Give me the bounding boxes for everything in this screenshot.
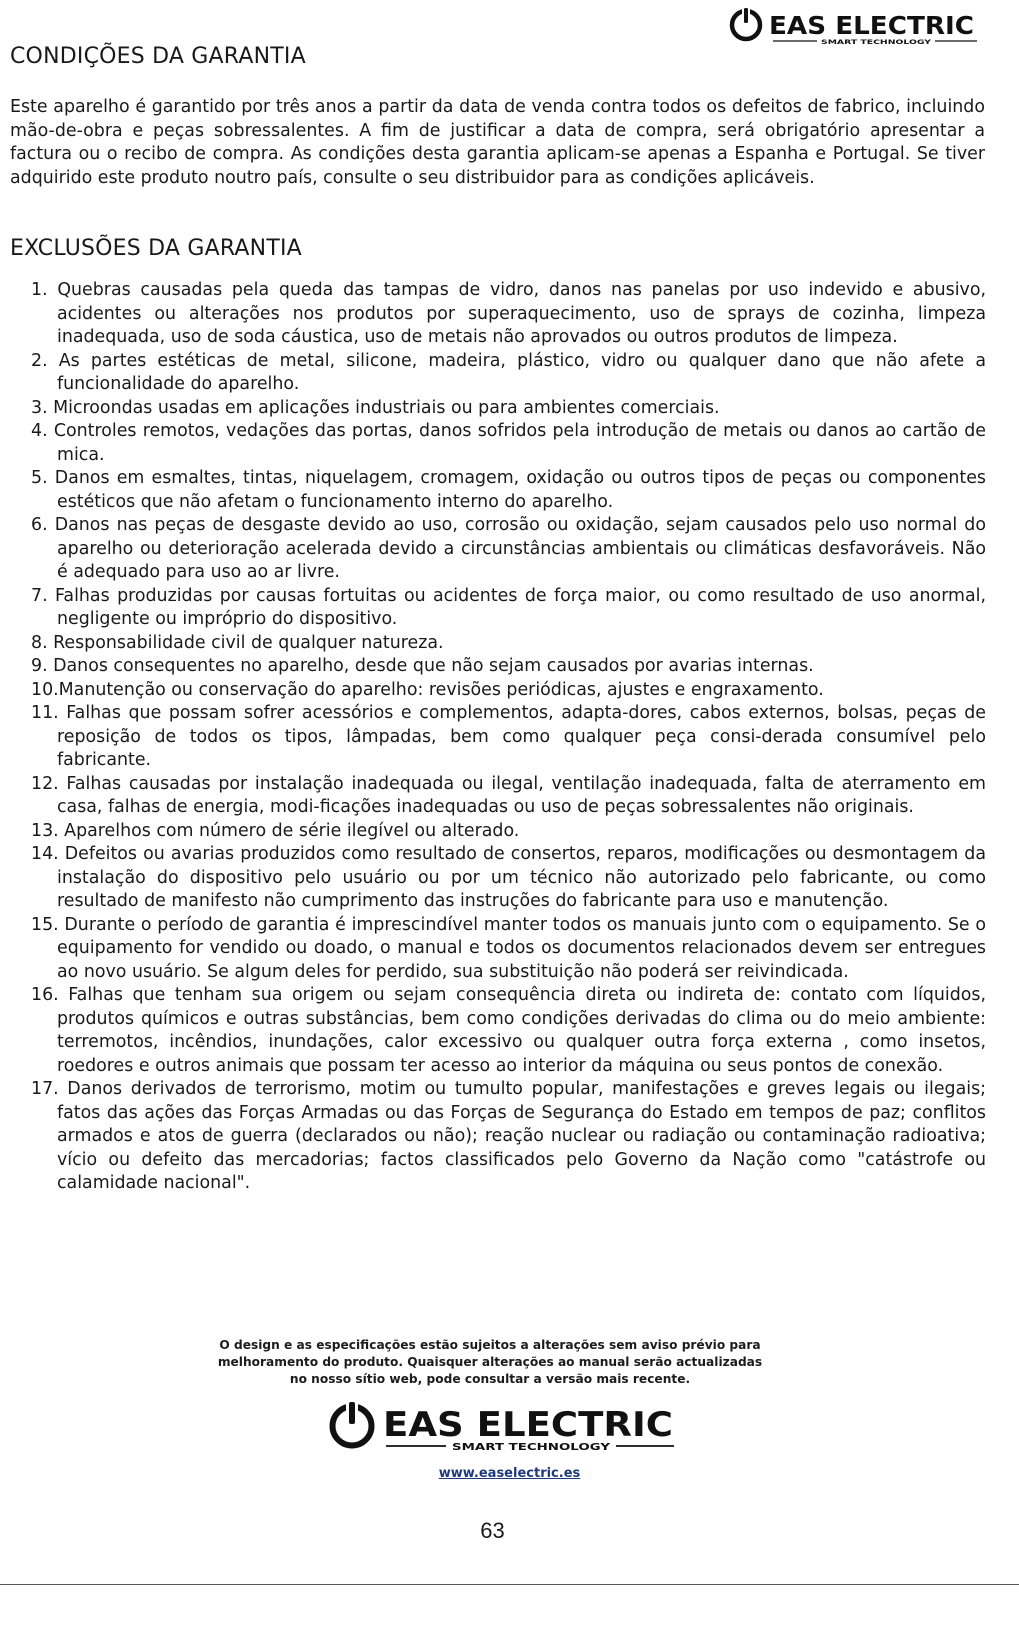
- brand-logo-footer: [328, 1400, 678, 1458]
- exclusion-item: 9. Danos consequentes no aparelho, desde que não sejam causados por avarias internas.: [31, 656, 814, 676]
- exclusions-title: EXCLUSÕES DA GARANTIA: [10, 236, 302, 261]
- disclaimer-line: no nosso sítio web, pode consultar a versão mais recente.: [289, 1372, 691, 1386]
- exclusions-list: [31, 279, 986, 1196]
- brand-name: EAS ELECTRIC: [383, 1405, 673, 1445]
- exclusion-item: 15. Durante o período de garantia é imprescindível manter todos os manuais junto com o equipamento. Se o equipamento for vendido ou doado, o manual e todos os documentos relacionados devem ser entregues ao novo usuário. Se algum deles for perdido, sua substituição não poderá ser reivindicada.: [31, 914, 986, 982]
- disclaimer-line: melhoramento do produto. Quaisquer alterações ao manual serão actualizadas: [217, 1355, 763, 1369]
- exclusion-item: 2. As partes estéticas de metal, silicone, madeira, plástico, vidro ou qualquer dano que não afete a funcionalidade do aparelho.: [31, 350, 986, 394]
- exclusion-item: 16. Falhas que tenham sua origem ou sejam consequência direta ou indireta de: contato com líquidos, produtos químicos e outras substâncias, bem como condições derivadas do clima ou do meio ambiente: terremotos, incêndios, inundações, calor excessivo ou qualquer outra força externa , como insetos, roedores e outros animais que possam ter acesso ao interior da máquina ou seus pontos de conexão.: [31, 985, 986, 1076]
- power-icon: [732, 8, 760, 39]
- exclusion-item: 8. Responsabilidade civil de qualquer natureza.: [31, 632, 444, 653]
- warranty-title: CONDIÇÕES DA GARANTIA: [10, 44, 306, 69]
- disclaimer-line: O design e as especificações estão sujeitos a alterações sem aviso prévio para: [219, 1338, 761, 1352]
- exclusion-item: 13. Aparelhos com número de série ilegível ou alterado.: [31, 820, 520, 841]
- exclusion-item: 6. Danos nas peças de desgaste devido ao uso, corrosão ou oxidação, sejam causados pelo uso normal do aparelho ou deterioração acelerada devido a circunstâncias ambientais ou climáticas desfavoráveis. Não é adequado para uso ao ar livre.: [31, 515, 986, 582]
- brand-name: EAS ELECTRIC: [769, 11, 974, 40]
- exclusion-item: 7. Falhas produzidas por causas fortuitas ou acidentes de força maior, ou como resultado de uso anormal, negligente ou impróprio do dispositivo.: [31, 585, 986, 629]
- exclusion-item: 1. Quebras causadas pela queda das tampas de vidro, danos nas panelas por uso indevido e abusivo, acidentes ou alterações nos produtos por superaquecimento, uso de sprays de cozinha, limpeza inadequada, uso de soda cáustica, uso de metais não aprovados ou outros produtos de limpeza.: [31, 280, 986, 347]
- exclusion-item: 4. Controles remotos, vedações das portas, danos sofridos pela introdução de metais ou danos ao cartão de mica.: [31, 421, 986, 465]
- brand-tagline: SMART TECHNOLOGY: [821, 38, 932, 46]
- disclaimer-note: [200, 1337, 780, 1388]
- exclusion-item: 11. Falhas que possam sofrer acessórios e complementos, adapta-dores, cabos externos, bolsas, peças de reposição de todos os tipos, lâmpadas, bem como qualquer peça consi-derada consumível pelo fabricante.: [31, 703, 986, 770]
- warranty-text: Este aparelho é garantido por três anos a partir da data de venda contra todos os defeitos de fabrico, incluindo mão-de-obra e peças sobressalentes. A fim de justificar a data de compra, será obrigatório apresentar a factura ou o recibo de compra. As condições desta garantia aplicam-se apenas a Espanha e Portugal. Se tiver adquirido este produto noutro país, consulte o seu distribuidor para as condições aplicáveis.: [10, 97, 985, 188]
- exclusion-item: 14. Defeitos ou avarias produzidos como resultado de consertos, reparos, modificações ou desmontagem da instalação do dispositivo pelo usuário ou por um técnico não autorizado pelo fabricante, ou como resultado de manifesto não cumprimento das instruções do fabricante para uso e manutenção.: [31, 844, 986, 911]
- exclusion-item: 3. Microondas usadas em aplicações industriais ou para ambientes comerciais.: [31, 397, 720, 418]
- brand-tagline: SMART TECHNOLOGY: [452, 1442, 611, 1453]
- bottom-divider: [0, 1584, 1019, 1585]
- website-link[interactable]: www.easelectric.es: [438, 1466, 581, 1481]
- exclusion-item: 17. Danos derivados de terrorismo, motim ou tumulto popular, manifestações e greves legais ou ilegais; fatos das ações das Forças Armadas ou das Forças de Segurança do Estado em tempos de paz; conflitos armados e atos de guerra (declarados ou não); reação nuclear ou radiação ou contaminação radioativa; vício ou defeito das mercadorias; factos classificados pelo Governo da Nação como "catástrofe ou calamidade nacional".: [31, 1079, 986, 1193]
- exclusion-item: 10.Manutenção ou conservação do aparelho: revisões periódicas, ajustes e engraxamento.: [31, 679, 824, 700]
- exclusion-item: 5. Danos em esmaltes, tintas, niquelagem, cromagem, oxidação ou outros tipos de peças ou componentes estéticos que não afetam o funcionamento interno do aparelho.: [31, 468, 986, 512]
- page-number: 63: [480, 1518, 505, 1543]
- brand-logo-header: [729, 8, 979, 46]
- exclusion-item: 12. Falhas causadas por instalação inadequada ou ilegal, ventilação inadequada, falta de aterramento em casa, falhas de energia, modi-ficações inadequadas ou uso de peças sobressalentes não originais.: [31, 773, 986, 817]
- power-icon: [333, 1402, 372, 1446]
